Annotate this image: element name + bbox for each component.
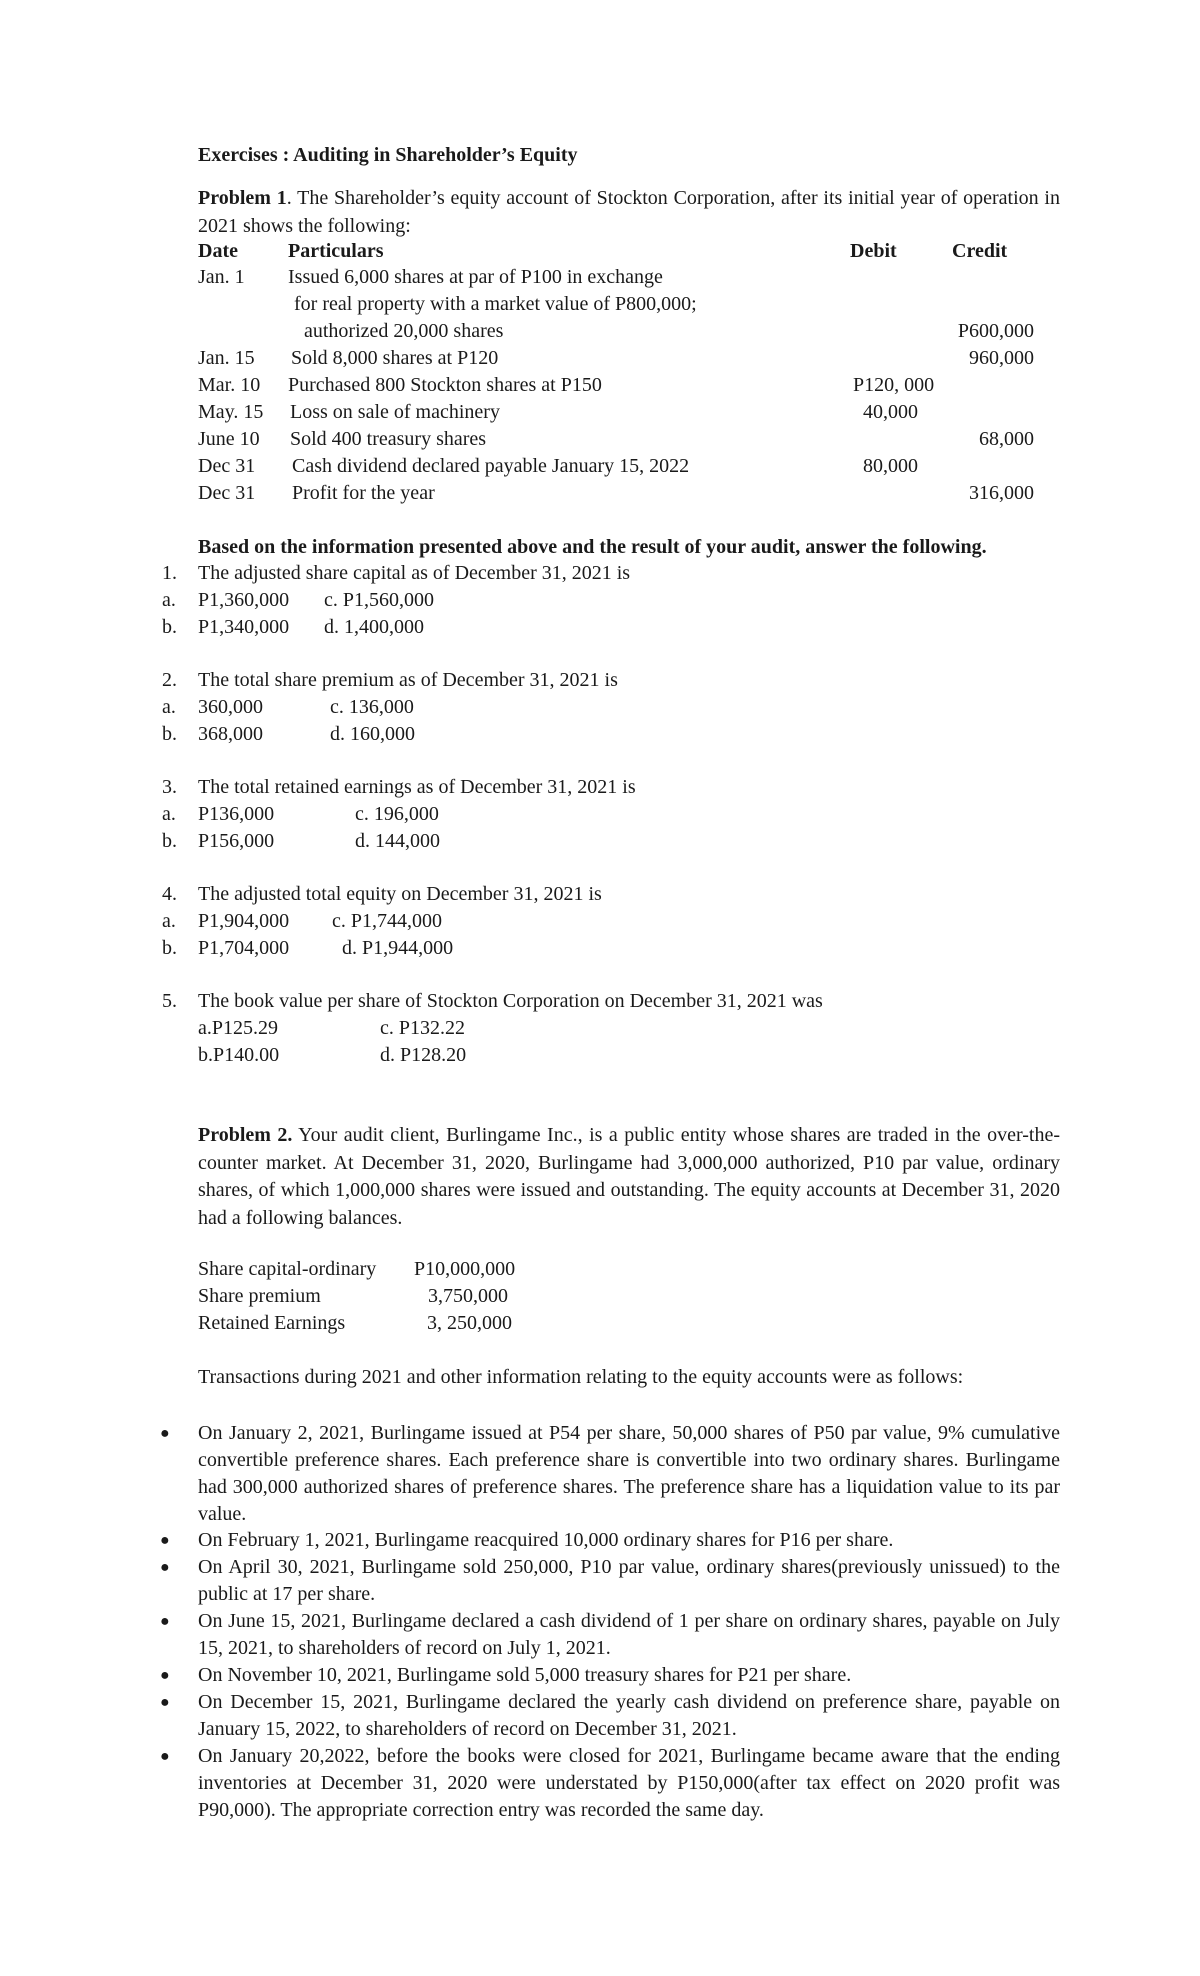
- option-b: 368,000: [198, 723, 263, 745]
- list-item: On January 2, 2021, Burlingame issued at P54 per share, 50,000 shares of P50 par value, 9% cumulative convertible preference shares. Each preference share is convertible into two ordinary shares. Burlingame had 300,000 authorized shares of preference shares. The preference share has a liquidation value to its par value.: [198, 1422, 1060, 1525]
- option-letter: b.: [162, 937, 177, 959]
- balance-label: Retained Earnings: [198, 1312, 346, 1334]
- problem1-label: Problem 1: [198, 187, 287, 209]
- document-title: Exercises : Auditing in Shareholder’s Equity: [198, 144, 578, 166]
- row-particulars: Profit for the year: [292, 482, 435, 504]
- option-c: c. P1,560,000: [324, 589, 434, 611]
- question-text: The adjusted share capital as of December 31, 2021 is: [198, 562, 631, 584]
- option-c: c. P1,744,000: [332, 910, 442, 932]
- row-particulars: Cash dividend declared payable January 15, 2022: [292, 455, 690, 477]
- header-credit: Credit: [952, 240, 1008, 262]
- list-item: On November 10, 2021, Burlingame sold 5,000 treasury shares for P21 per share.: [198, 1664, 852, 1686]
- row-date: Dec 31: [198, 455, 256, 477]
- header-date: Date: [198, 240, 238, 262]
- row-date: Jan. 1: [198, 266, 245, 288]
- row-credit: P600,000: [957, 320, 1034, 342]
- bullet-icon: ●: [160, 1613, 170, 1630]
- row-date: Dec 31: [198, 482, 256, 504]
- header-debit: Debit: [850, 240, 897, 262]
- option-letter: a.: [162, 803, 176, 825]
- option-d: d. 1,400,000: [324, 616, 424, 638]
- row-debit: P120, 000: [853, 374, 935, 396]
- question-number: 1.: [162, 562, 177, 584]
- question-text: The total retained earnings as of December 31, 2021 is: [198, 776, 636, 798]
- option-c: c. P132.22: [380, 1017, 465, 1039]
- question-number: 5.: [162, 990, 177, 1012]
- option-a: P1,360,000: [198, 589, 290, 611]
- question-text: The total share premium as of December 31, 2021 is: [198, 669, 618, 691]
- problem1-intro: [198, 185, 1060, 240]
- question-number: 3.: [162, 776, 177, 798]
- row-credit: 960,000: [969, 347, 1034, 369]
- option-b: b.P140.00: [198, 1044, 280, 1066]
- row-particulars: Purchased 800 Stockton shares at P150: [288, 374, 602, 396]
- question-text: The book value per share of Stockton Corporation on December 31, 2021 was: [198, 990, 823, 1012]
- list-item: On April 30, 2021, Burlingame sold 250,000, P10 par value, ordinary shares(previously unissued) to the public at 17 per share.: [198, 1556, 1060, 1605]
- option-a: P1,904,000: [198, 910, 290, 932]
- row-particulars: Issued 6,000 shares at par of P100 in exchange: [288, 266, 663, 288]
- header-particulars: Particulars: [288, 240, 384, 262]
- question-number: 2.: [162, 669, 177, 691]
- row-particulars: Sold 8,000 shares at P120: [291, 347, 499, 369]
- bullet-icon: ●: [160, 1532, 170, 1549]
- option-c: c. 196,000: [355, 803, 439, 825]
- problem2-intro: [198, 1122, 1060, 1232]
- list-item: On February 1, 2021, Burlingame reacquired 10,000 ordinary shares for P16 per share.: [198, 1529, 894, 1551]
- bullet-icon: ●: [160, 1667, 170, 1684]
- problem1-instruction: Based on the information presented above and the result of your audit, answer the following.: [198, 536, 987, 558]
- row-debit: 80,000: [863, 455, 918, 477]
- row-particulars: Loss on sale of machinery: [290, 401, 500, 423]
- option-b: P1,704,000: [198, 937, 290, 959]
- bullet-icon: ●: [160, 1425, 170, 1442]
- option-b: P156,000: [198, 830, 275, 852]
- option-a: P136,000: [198, 803, 275, 825]
- row-particulars: Sold 400 treasury shares: [290, 428, 487, 450]
- balance-label: Share capital-ordinary: [198, 1258, 377, 1280]
- option-a: a.P125.29: [198, 1017, 278, 1039]
- option-a: 360,000: [198, 696, 263, 718]
- bullet-icon: ●: [160, 1748, 170, 1765]
- list-item: On January 20,2022, before the books were closed for 2021, Burlingame became aware that the ending inventories at December 31, 2020 were understated by P150,000(after tax effect on 2020 profit was P90,000). The appropriate correction entry was recorded the same day.: [198, 1745, 1060, 1821]
- option-b: P1,340,000: [198, 616, 290, 638]
- row-date: Mar. 10: [198, 374, 261, 396]
- option-d: d. 160,000: [330, 723, 415, 745]
- row-credit: 68,000: [979, 428, 1034, 450]
- problem2-intro-text: Your audit client, Burlingame Inc., is a public entity whose shares are traded in the over-the-counter market. At December 31, 2020, Burlingame had 3,000,000 authorized, P10 par value, ordinary shares, of which 1,000,000 shares were issued and outstanding. The equity accounts at December 31, 2020 had a following balances.: [198, 1124, 1060, 1229]
- option-d: d. 144,000: [355, 830, 440, 852]
- list-item: On June 15, 2021, Burlingame declared a cash dividend of 1 per share on ordinary shares, payable on July 15, 2021, to shareholders of record on July 1, 2021.: [198, 1610, 1060, 1659]
- row-debit: 40,000: [863, 401, 918, 423]
- option-letter: a.: [162, 696, 176, 718]
- row-date: June 10: [198, 428, 260, 450]
- row-date: Jan. 15: [198, 347, 255, 369]
- question-text: The adjusted total equity on December 31, 2021 is: [198, 883, 602, 905]
- bullet-icon: ●: [160, 1694, 170, 1711]
- row-particulars: for real property with a market value of P800,000;: [294, 293, 697, 315]
- option-letter: b.: [162, 723, 177, 745]
- row-particulars: authorized 20,000 shares: [304, 320, 504, 342]
- list-item: On December 15, 2021, Burlingame declared the yearly cash dividend on preference share, payable on January 15, 2022, to shareholders of record on December 31, 2021.: [198, 1691, 1060, 1740]
- row-credit: 316,000: [969, 482, 1034, 504]
- problem1-intro-text: . The Shareholder’s equity account of Stockton Corporation, after its initial year of operation in 2021 shows the following:: [198, 187, 1060, 237]
- option-letter: a.: [162, 589, 176, 611]
- option-letter: b.: [162, 616, 177, 638]
- transactions-intro: Transactions during 2021 and other information relating to the equity accounts were as follows:: [198, 1366, 964, 1388]
- bullet-icon: ●: [160, 1559, 170, 1576]
- problem2-label: Problem 2.: [198, 1124, 293, 1146]
- balance-value: P10,000,000: [414, 1258, 516, 1280]
- balance-label: Share premium: [198, 1285, 321, 1307]
- option-d: d. P128.20: [380, 1044, 467, 1066]
- option-c: c. 136,000: [330, 696, 414, 718]
- option-d: d. P1,944,000: [342, 937, 454, 959]
- balance-value: 3, 250,000: [427, 1312, 512, 1334]
- balance-value: 3,750,000: [428, 1285, 508, 1307]
- option-letter: a.: [162, 910, 176, 932]
- question-number: 4.: [162, 883, 177, 905]
- row-date: May. 15: [198, 401, 264, 423]
- option-letter: b.: [162, 830, 177, 852]
